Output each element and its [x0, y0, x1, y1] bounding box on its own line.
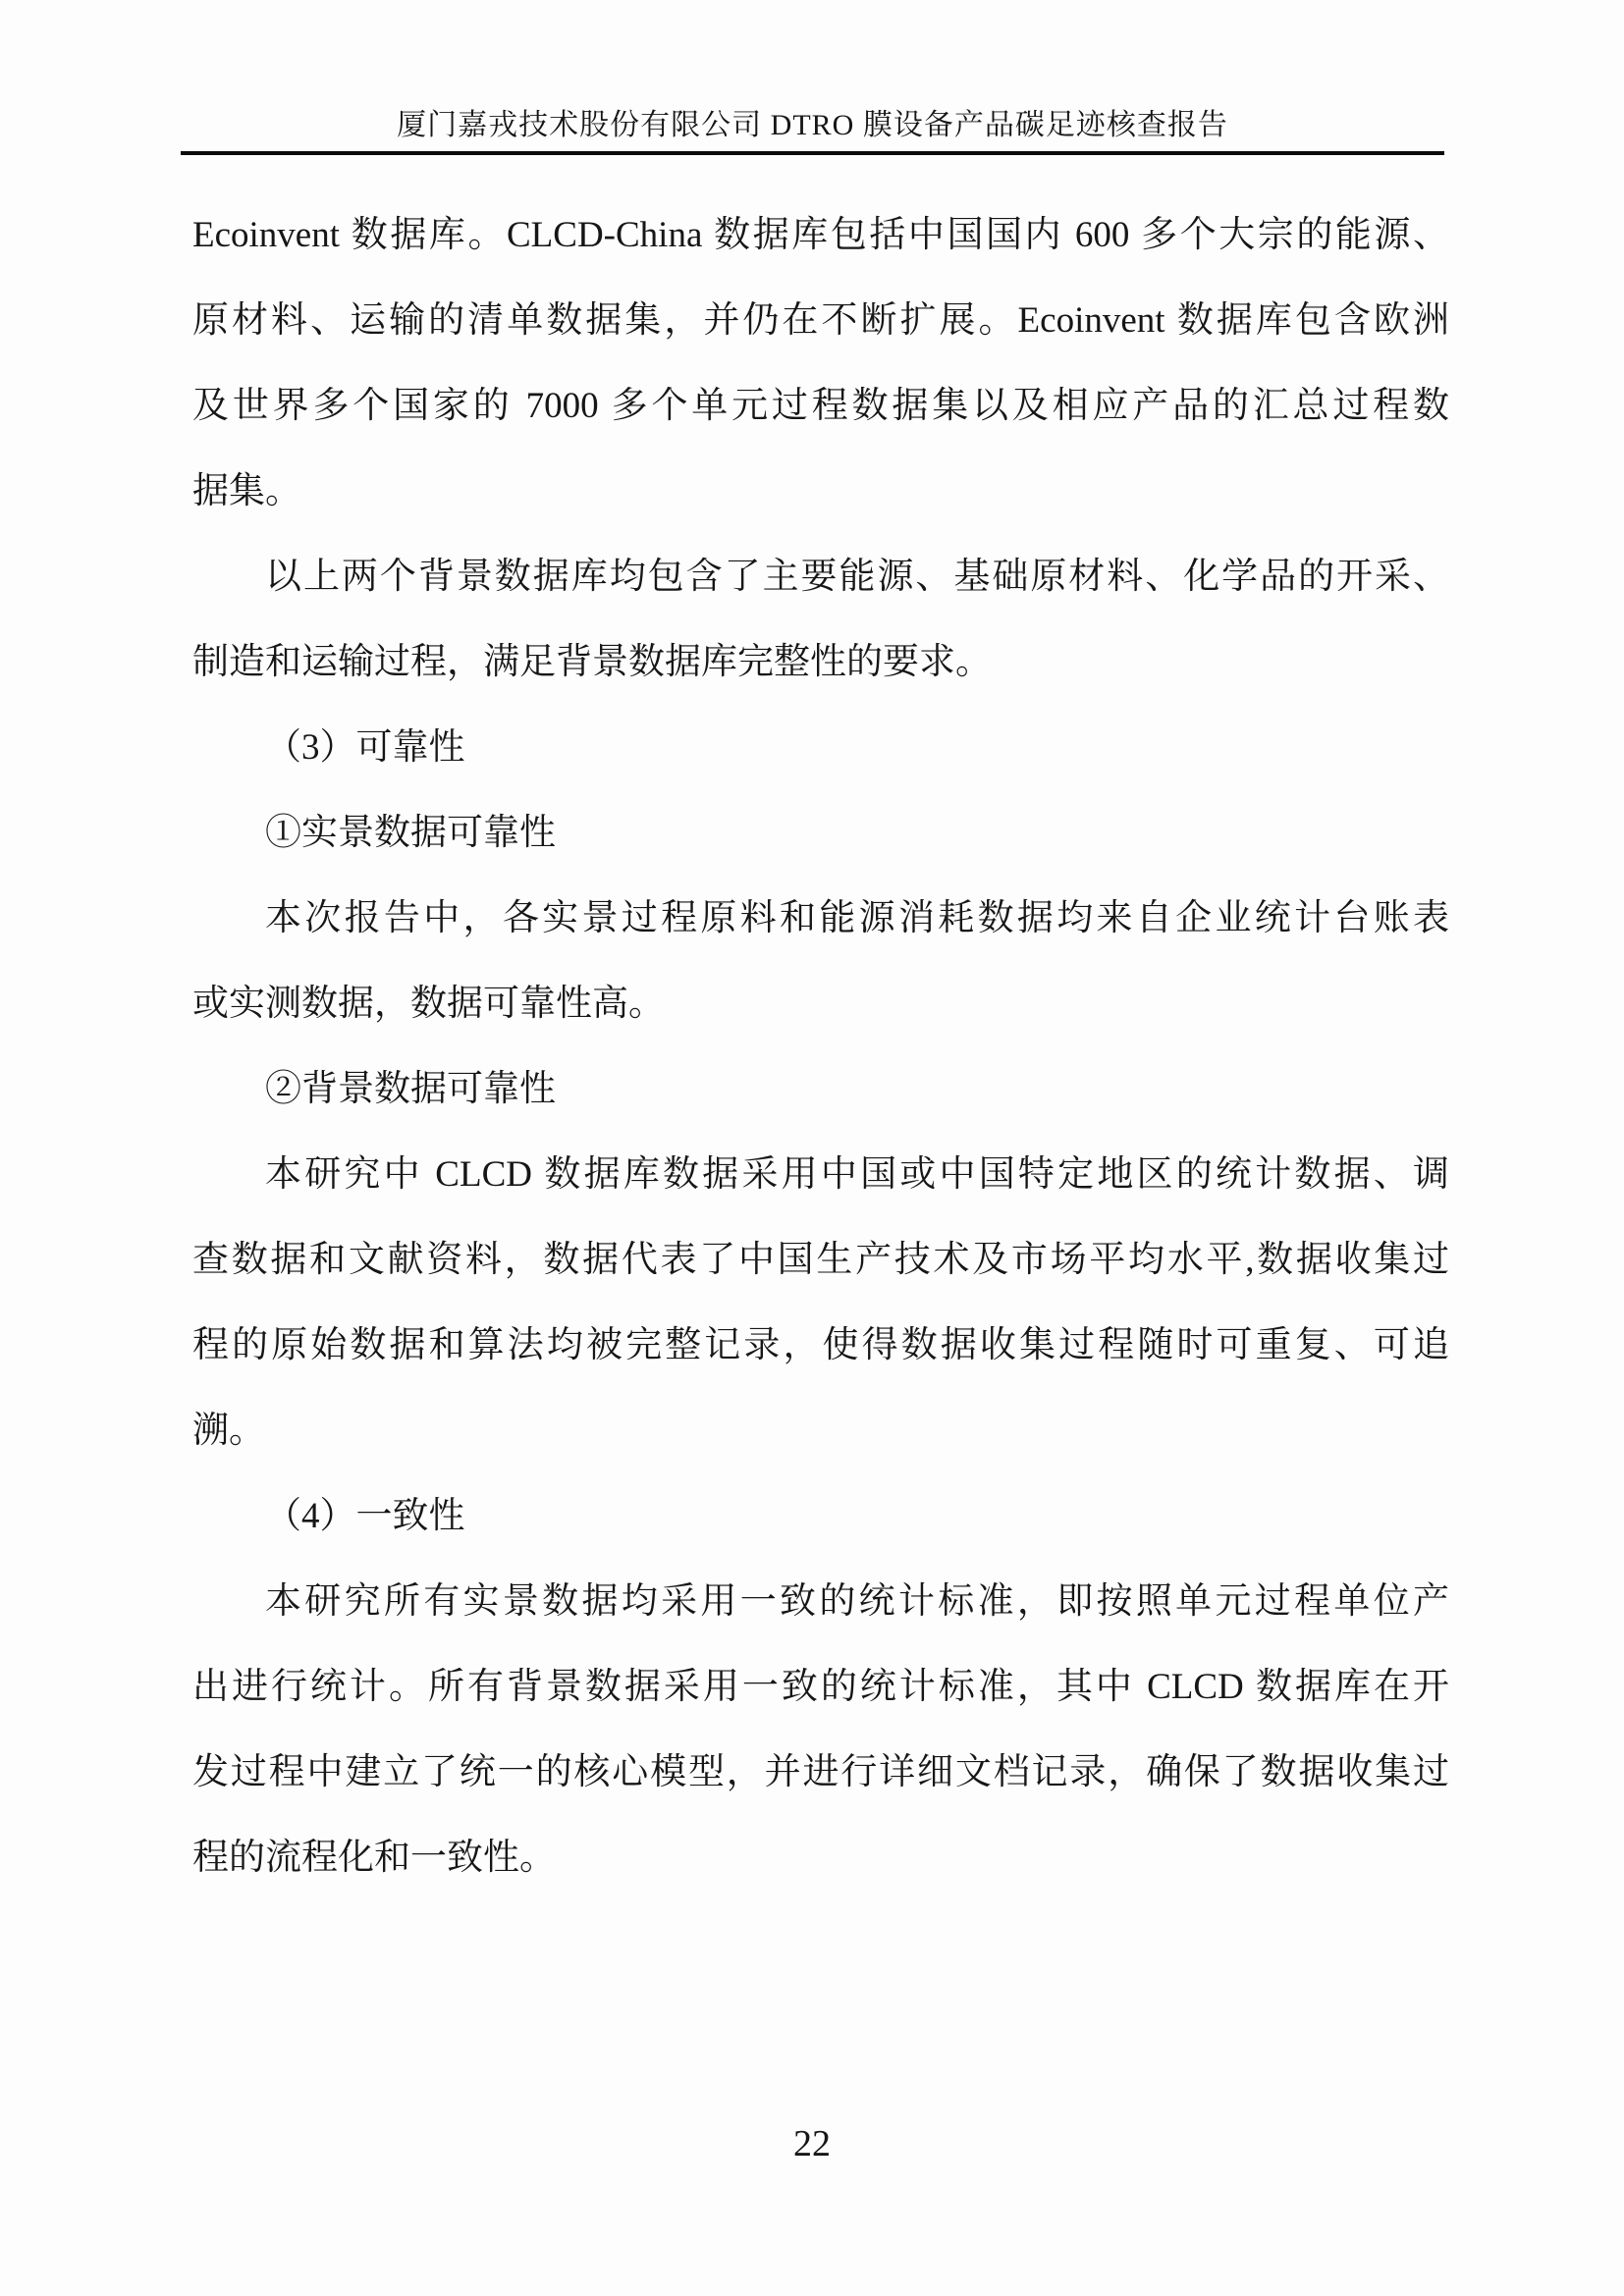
- page-number: 22: [793, 2123, 831, 2164]
- document-body: [192, 192, 1449, 1900]
- section-subheading: ①实景数据可靠性: [265, 813, 556, 853]
- section-subheading: ②背景数据可靠性: [265, 1069, 556, 1109]
- section-heading: （3）可靠性: [265, 727, 465, 768]
- text-line: 程的流程化和一致性。: [192, 1838, 556, 1878]
- text-line: 或实测数据，数据可靠性高。: [192, 984, 665, 1024]
- page-header-title: 厦门嘉戎技术股份有限公司 DTRO 膜设备产品碳足迹核查报告: [397, 109, 1228, 141]
- text-line: 原材料、运输的清单数据集，并仍在不断扩展。Ecoinvent 数据库包含欧洲: [192, 300, 1449, 341]
- text-line: 及世界多个国家的 7000 多个单元过程数据集以及相应产品的汇总过程数: [192, 386, 1449, 426]
- text-line: 本研究中 CLCD 数据库数据采用中国或中国特定地区的统计数据、调: [265, 1154, 1449, 1195]
- page-footer: [0, 2118, 1624, 2169]
- text-line: 出进行统计。所有背景数据采用一致的统计标准，其中 CLCD 数据库在开: [192, 1667, 1449, 1707]
- text-line: 本研究所有实景数据均采用一致的统计标准，即按照单元过程单位产: [265, 1581, 1449, 1622]
- text-line: 据集。: [192, 471, 301, 511]
- text-line: 查数据和文献资料，数据代表了中国生产技术及市场平均水平,数据收集过: [192, 1240, 1449, 1280]
- text-line: 以上两个背景数据库均包含了主要能源、基础原材料、化学品的开采、: [265, 557, 1449, 597]
- text-line: 溯。: [192, 1411, 265, 1451]
- text-line: 制造和运输过程，满足背景数据库完整性的要求。: [192, 642, 992, 682]
- text-line: 发过程中建立了统一的核心模型，并进行详细文档记录，确保了数据收集过: [192, 1752, 1449, 1792]
- text-line: 本次报告中，各实景过程原料和能源消耗数据均来自企业统计台账表: [265, 898, 1449, 938]
- text-line: Ecoinvent 数据库。CLCD-China 数据库包括中国国内 600 多个大宗的能源、: [192, 215, 1449, 255]
- section-heading: （4）一致性: [265, 1496, 465, 1536]
- header-rule: [181, 151, 1444, 155]
- text-line: 程的原始数据和算法均被完整记录，使得数据收集过程随时可重复、可追: [192, 1325, 1449, 1365]
